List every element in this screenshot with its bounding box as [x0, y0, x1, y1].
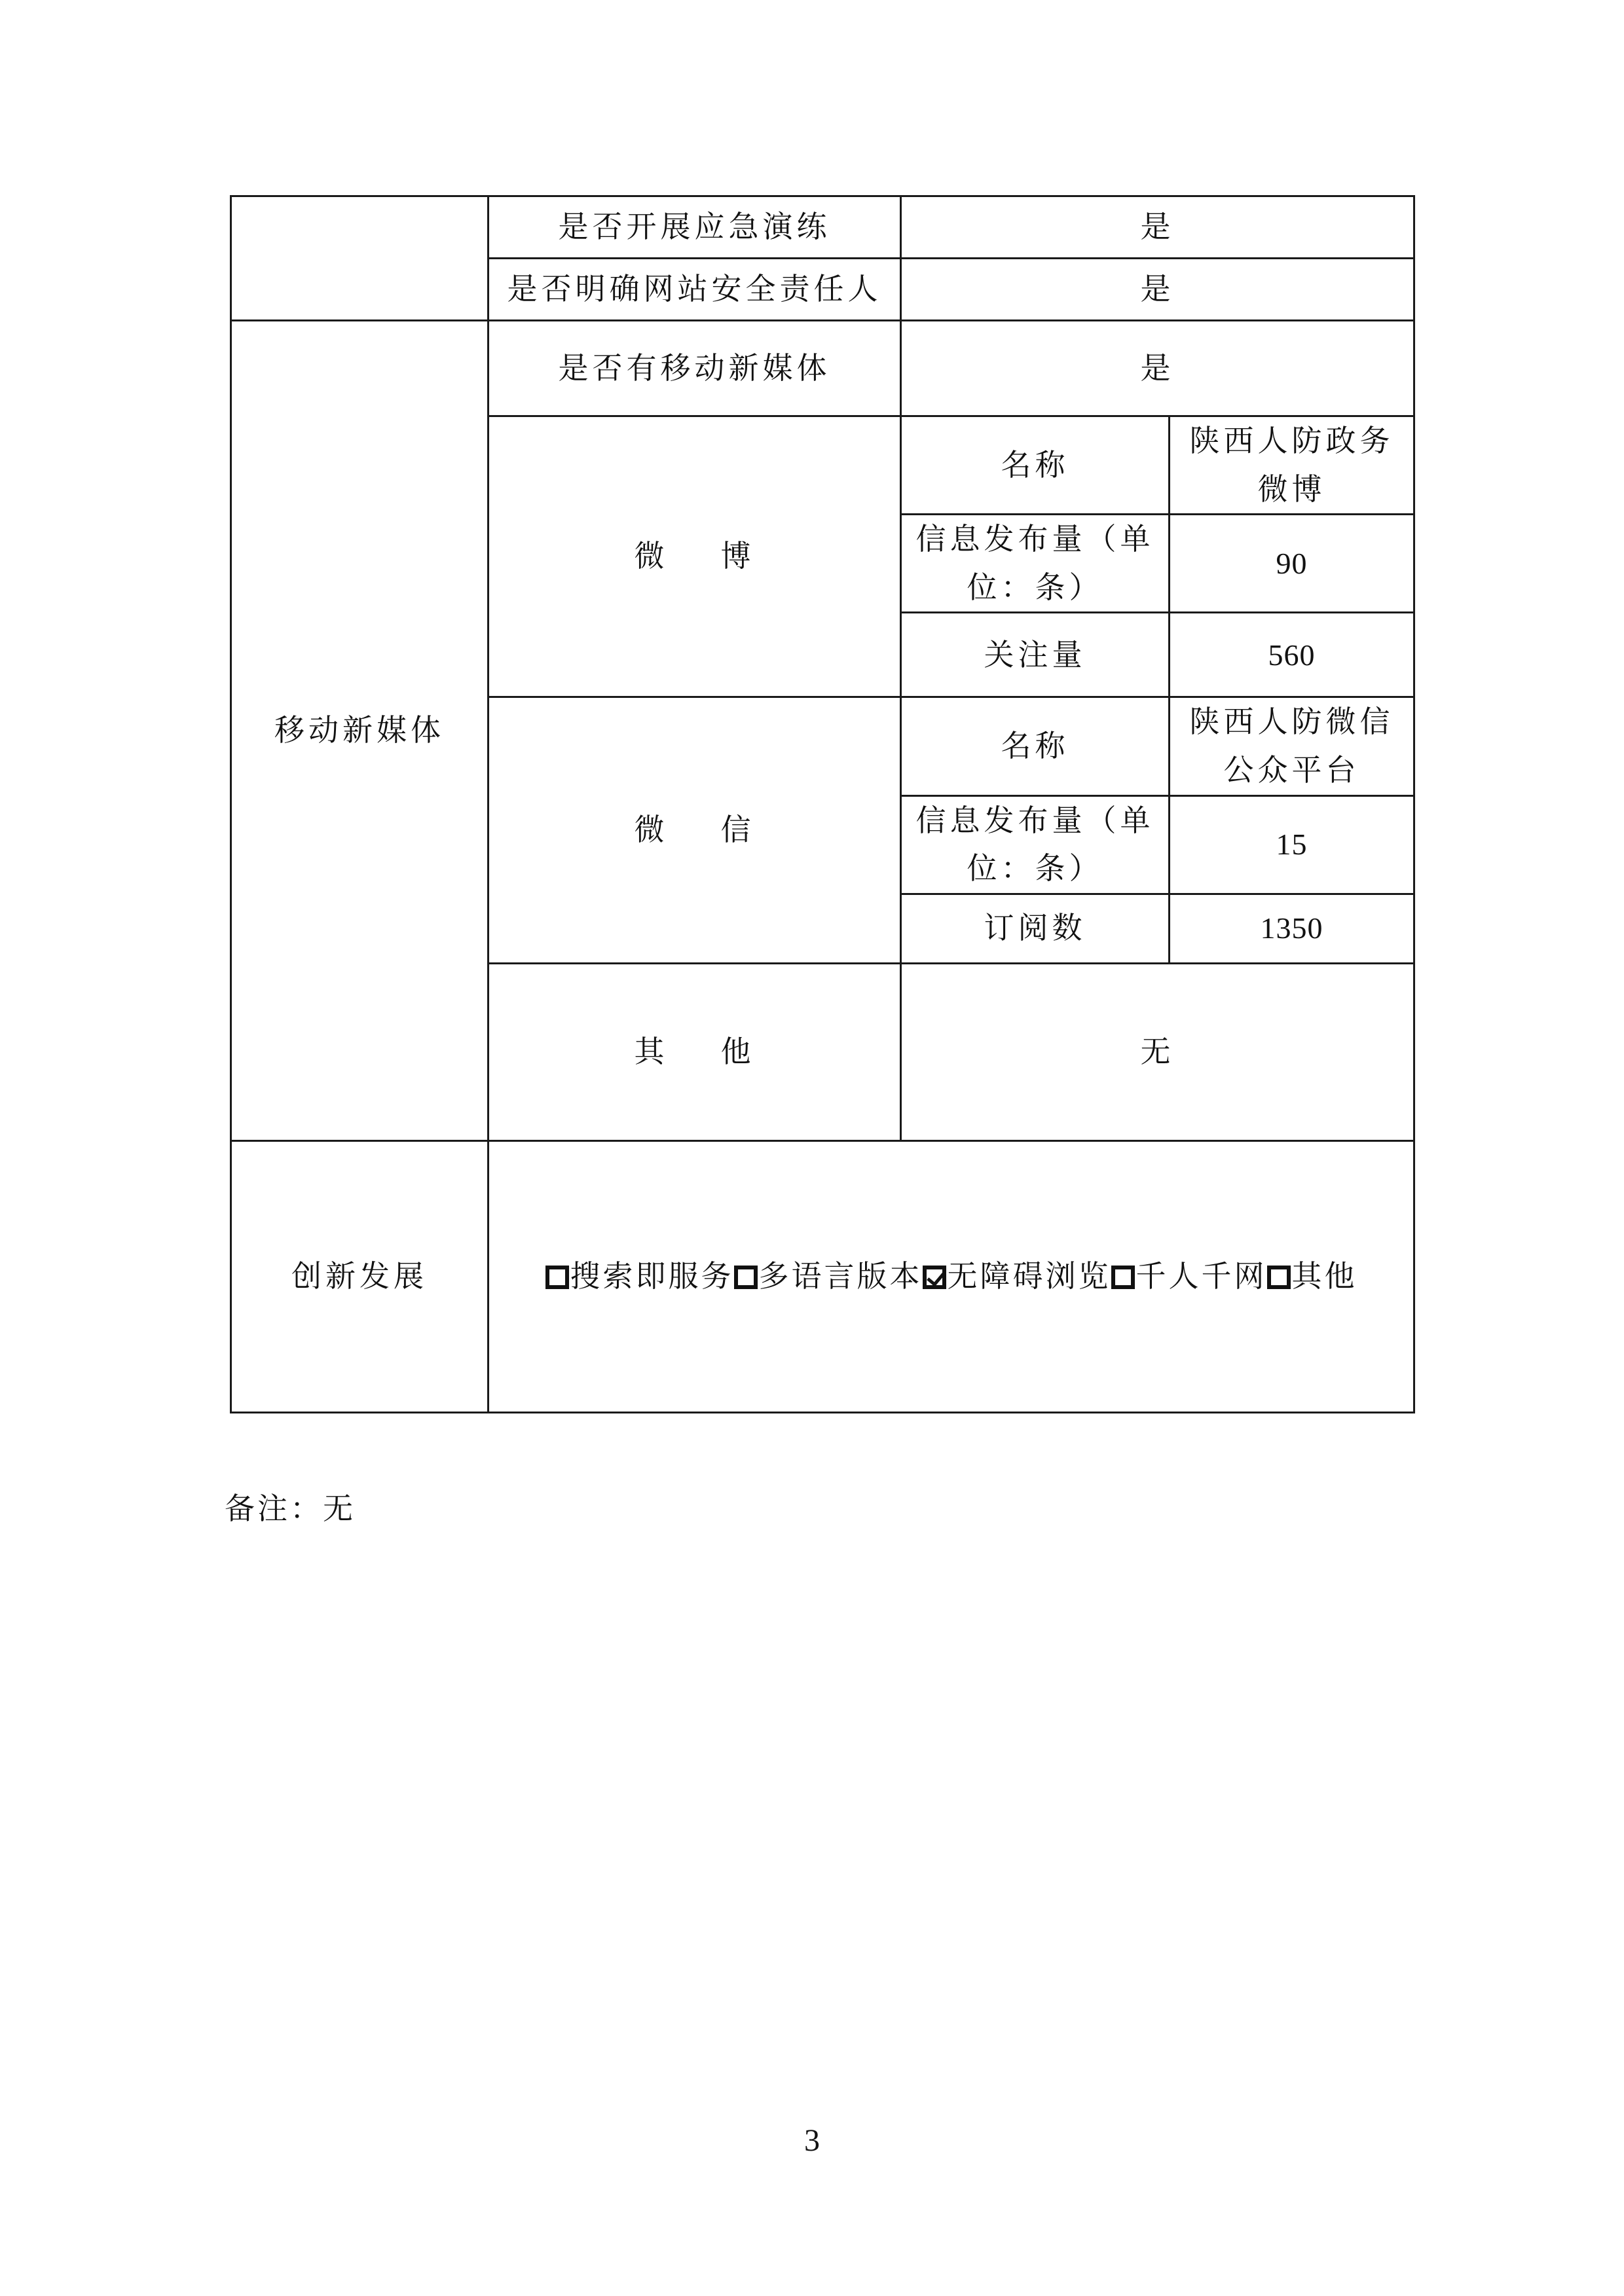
checkbox-empty-icon[interactable] — [1267, 1266, 1291, 1289]
weibo-name-label: 名称 — [901, 416, 1170, 515]
innovation-options — [545, 1252, 1357, 1301]
owner-label: 是否明确网站安全责任人 — [489, 259, 901, 321]
weibo-label — [489, 416, 901, 697]
checkbox-empty-icon[interactable] — [545, 1266, 569, 1289]
option-personalized[interactable] — [1111, 1258, 1267, 1294]
owner-value: 是 — [901, 259, 1414, 321]
other-media-label — [489, 963, 901, 1140]
table-row-has-mobile-media — [231, 321, 1414, 416]
wechat-posts-value: 15 — [1170, 795, 1414, 894]
drill-label: 是否开展应急演练 — [489, 196, 901, 259]
other-media-value: 无 — [901, 963, 1414, 1140]
page-number: 3 — [804, 2123, 820, 2158]
drill-value: 是 — [901, 196, 1414, 259]
innovation-options-cell — [489, 1140, 1414, 1412]
option-search-as-service[interactable] — [545, 1258, 734, 1294]
wechat-label-char-2: 信 — [720, 812, 755, 848]
report-table — [230, 195, 1415, 1413]
wechat-name-label: 名称 — [901, 697, 1170, 795]
has-mobile-label: 是否有移动新媒体 — [489, 321, 901, 416]
option-other[interactable] — [1267, 1258, 1357, 1294]
weibo-followers-value: 560 — [1170, 613, 1414, 697]
weibo-posts-label: 信息发布量（单位：条） — [901, 515, 1170, 613]
option-multilingual[interactable] — [734, 1258, 923, 1294]
table-row-emergency-drill — [231, 196, 1414, 259]
option-label: 无障碍浏览 — [947, 1258, 1111, 1294]
weibo-posts-value: 90 — [1170, 515, 1414, 613]
weibo-label-char-2: 博 — [720, 538, 755, 574]
other-label-char-1: 其 — [634, 1033, 669, 1069]
other-label-char-2: 他 — [720, 1033, 755, 1069]
empty-section-cell — [231, 196, 489, 321]
remarks-note: 备注：无 — [225, 1491, 356, 1526]
weibo-name-value: 陕西人防政务微博 — [1170, 416, 1414, 515]
option-label: 千人千网 — [1135, 1258, 1267, 1294]
wechat-name-value: 陕西人防微信公众平台 — [1170, 697, 1414, 795]
option-label: 搜索即服务 — [570, 1258, 734, 1294]
wechat-posts-label: 信息发布量（单位：条） — [901, 795, 1170, 894]
wechat-label-char-1: 微 — [634, 812, 669, 848]
option-label: 多语言版本 — [758, 1258, 923, 1294]
wechat-subscribers-value: 1350 — [1170, 894, 1414, 963]
mobile-media-section-label: 移动新媒体 — [231, 321, 489, 1141]
option-label: 其他 — [1291, 1258, 1357, 1294]
wechat-subscribers-label: 订阅数 — [901, 894, 1170, 963]
checkbox-checked-icon[interactable] — [923, 1266, 946, 1289]
weibo-label-char-1: 微 — [634, 538, 669, 574]
has-mobile-value: 是 — [901, 321, 1414, 416]
option-accessibility[interactable] — [923, 1258, 1111, 1294]
wechat-label — [489, 697, 901, 963]
innovation-label: 创新发展 — [231, 1140, 489, 1412]
weibo-followers-label: 关注量 — [901, 613, 1170, 697]
checkbox-empty-icon[interactable] — [734, 1266, 758, 1289]
table-row-innovation — [231, 1140, 1414, 1412]
checkbox-empty-icon[interactable] — [1111, 1266, 1135, 1289]
